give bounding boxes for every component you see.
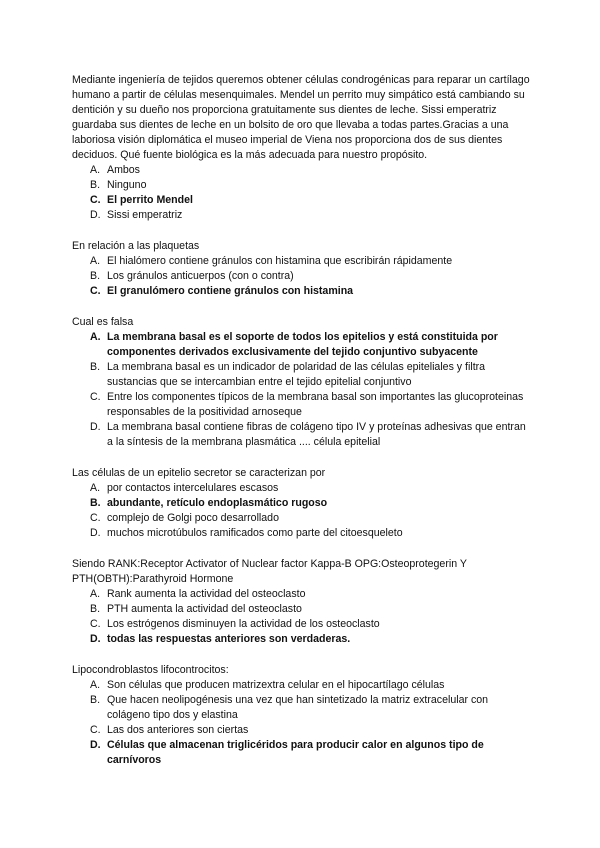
option-letter: C. bbox=[90, 618, 101, 630]
option-text: Rank aumenta la actividad del osteoclasto bbox=[107, 588, 306, 600]
option-c-correct bbox=[72, 193, 530, 208]
option-text: por contactos intercelulares escasos bbox=[107, 482, 279, 494]
option-b bbox=[72, 693, 530, 723]
question-stem: Siendo RANK:Receptor Activator of Nuclear factor Kappa-B OPG:Osteoprotegerin Y PTH(OBTH):Parathyroid Hormone bbox=[72, 558, 467, 585]
option-letter: D. bbox=[90, 633, 101, 645]
option-letter: C. bbox=[90, 285, 101, 297]
option-b-correct bbox=[72, 496, 530, 511]
option-letter: A. bbox=[90, 679, 101, 691]
question-stem: Mediante ingeniería de tejidos queremos obtener células condrogénicas para reparar un cartílago humano a partir de células mesenquimales. Mendel un perrito muy simpático está cambiando su dentición y su dueño nos proporciona gratuitamente sus dientes de leche. Sissi emperatriz guardaba sus dientes de leche en un bolsito de oro que llevaba a todas partes.Gracias a una laboriosa visión diplomática el museo imperial de Viena nos proporciona dos de sus dientes deciduos. Qué fuente biológica es la más adecuada para nuestro propósito. bbox=[72, 74, 530, 161]
option-b bbox=[72, 269, 530, 284]
option-d bbox=[72, 208, 530, 223]
option-text: La membrana basal contiene fibras de colágeno tipo IV y proteínas adhesivas que entran a la síntesis de la membrana plasmática .... célula epitelial bbox=[107, 421, 526, 448]
option-d bbox=[72, 526, 530, 541]
option-text: Las dos anteriores son ciertas bbox=[107, 724, 249, 736]
option-c-correct bbox=[72, 284, 530, 299]
option-letter: D. bbox=[90, 209, 101, 221]
question-stem: Las células de un epitelio secretor se caracterizan por bbox=[72, 467, 326, 479]
option-a bbox=[72, 587, 530, 602]
option-c bbox=[72, 390, 530, 420]
option-letter: D. bbox=[90, 527, 101, 539]
option-text: abundante, retículo endoplasmático rugoso bbox=[107, 497, 328, 509]
option-a bbox=[72, 163, 530, 178]
option-text: Son células que producen matrizextra celular en el hipocartílago células bbox=[107, 679, 445, 691]
question-stem: En relación a las plaquetas bbox=[72, 240, 200, 252]
option-c bbox=[72, 511, 530, 526]
option-a bbox=[72, 678, 530, 693]
option-text: El granulómero contiene gránulos con histamina bbox=[107, 285, 354, 297]
option-text: La membrana basal es un indicador de polaridad de las células epiteliales y filtra sustancias que se intercambian entre el tejido epitelial conjuntivo bbox=[107, 361, 486, 388]
option-letter: B. bbox=[90, 694, 101, 706]
option-b bbox=[72, 602, 530, 617]
option-list bbox=[72, 163, 530, 223]
question-3 bbox=[72, 315, 530, 450]
option-c bbox=[72, 617, 530, 632]
option-b bbox=[72, 178, 530, 193]
question-1 bbox=[72, 73, 530, 223]
option-a-correct bbox=[72, 330, 530, 360]
option-d bbox=[72, 420, 530, 450]
option-text: El perrito Mendel bbox=[107, 194, 193, 206]
option-letter: B. bbox=[90, 179, 101, 191]
option-letter: C. bbox=[90, 512, 101, 524]
option-b bbox=[72, 360, 530, 390]
question-6 bbox=[72, 663, 530, 768]
option-text: Los estrógenos disminuyen la actividad de los osteoclasto bbox=[107, 618, 380, 630]
option-c bbox=[72, 723, 530, 738]
option-letter: B. bbox=[90, 603, 101, 615]
option-letter: A. bbox=[90, 255, 101, 267]
question-stem: Lipocondroblastos lifocontrocitos: bbox=[72, 664, 229, 676]
option-list bbox=[72, 587, 530, 647]
option-text: todas las respuestas anteriores son verdaderas. bbox=[107, 633, 351, 645]
option-text: La membrana basal es el soporte de todos los epitelios y está constituida por componentes derivados exclusivamente del tejido conjuntivo subyacente bbox=[107, 331, 498, 358]
option-letter: D. bbox=[90, 421, 101, 433]
question-2 bbox=[72, 239, 530, 299]
option-text: Entre los componentes típicos de la membrana basal son importantes las glucoproteinas responsables de la positividad arnoseque bbox=[107, 391, 524, 418]
question-5 bbox=[72, 557, 530, 647]
option-list bbox=[72, 254, 530, 299]
option-letter: B. bbox=[90, 497, 101, 509]
option-a bbox=[72, 481, 530, 496]
option-text: El hialómero contiene gránulos con histamina que escribirán rápidamente bbox=[107, 255, 453, 267]
question-list bbox=[72, 73, 530, 784]
option-text: Que hacen neolipogénesis una vez que han sintetizado la matriz extracelular con colágeno tipo dos y elastina bbox=[107, 694, 489, 721]
option-letter: C. bbox=[90, 194, 101, 206]
option-letter: A. bbox=[90, 331, 101, 343]
option-letter: B. bbox=[90, 361, 101, 373]
option-text: muchos microtúbulos ramificados como parte del citoesqueleto bbox=[107, 527, 403, 539]
option-letter: C. bbox=[90, 391, 101, 403]
option-text: Células que almacenan triglicéridos para producir calor en algunos tipo de carnívoros bbox=[107, 739, 484, 766]
option-a bbox=[72, 254, 530, 269]
option-text: Sissi emperatriz bbox=[107, 209, 183, 221]
option-list bbox=[72, 678, 530, 768]
question-stem: Cual es falsa bbox=[72, 316, 134, 328]
option-d-correct bbox=[72, 632, 530, 647]
option-text: Ninguno bbox=[107, 179, 147, 191]
option-text: PTH aumenta la actividad del osteoclasto bbox=[107, 603, 302, 615]
option-letter: A. bbox=[90, 588, 101, 600]
option-list bbox=[72, 330, 530, 450]
option-d-correct bbox=[72, 738, 530, 768]
option-letter: A. bbox=[90, 482, 101, 494]
option-text: Ambos bbox=[107, 164, 140, 176]
option-letter: C. bbox=[90, 724, 101, 736]
option-text: complejo de Golgi poco desarrollado bbox=[107, 512, 279, 524]
option-letter: A. bbox=[90, 164, 101, 176]
option-list bbox=[72, 481, 530, 541]
option-letter: B. bbox=[90, 270, 101, 282]
question-4 bbox=[72, 466, 530, 541]
option-letter: D. bbox=[90, 739, 101, 751]
option-text: Los gránulos anticuerpos (con o contra) bbox=[107, 270, 294, 282]
